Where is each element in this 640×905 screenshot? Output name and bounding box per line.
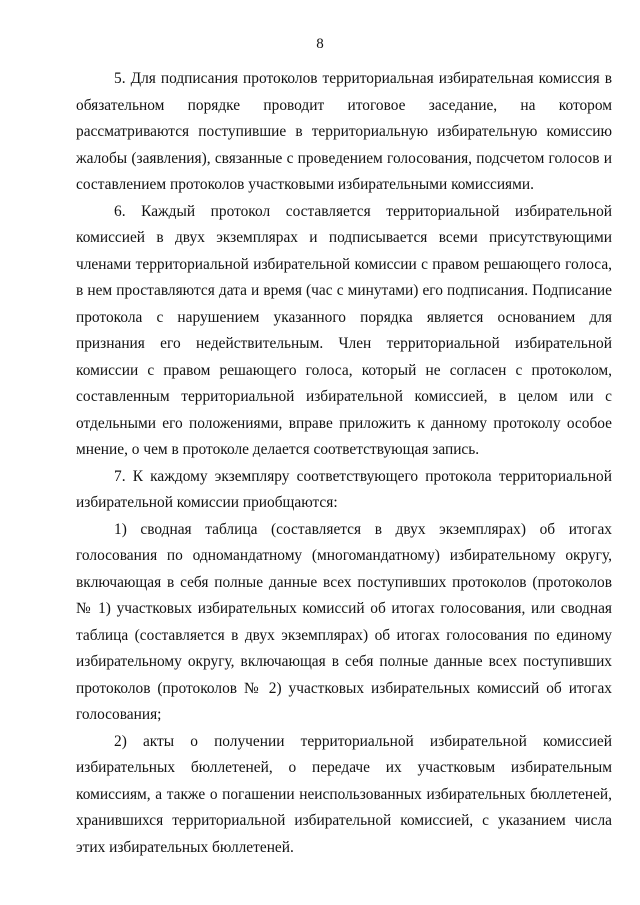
paragraph-item-5: 5. Для подписания протоколов территориальная избирательная комиссия в обязательном порядке проводит итоговое заседание, на котором рассматриваются поступившие в территориальную избирательную комиссию жалобы (заявления), связанные с проведением голосования, подсчетом голосов и составлением протоколов участковыми избирательными комиссиями. [76, 70, 612, 193]
page-number: 8 [316, 36, 324, 52]
paragraph-subitem-2: 2) акты о получении территориальной избирательной комиссией избирательных бюллетеней, о передаче их участковым избирательным комиссиям, а также о погашении неиспользованных избирательных бюллетеней, хранившихся территориальной избирательной комиссией, с указанием числа этих избирательных бюллетеней. [76, 732, 612, 856]
paragraph-subitem-1: 1) сводная таблица (составляется в двух экземплярах) об итогах голосования по одномандатному (многомандатному) избирательному округу, включающая в себя полные данные всех поступивших протоколов (протоколов № 1) участковых избирательных комиссий об итогах голосования, или сводная таблица (составляется в двух экземплярах) об итогах голосования по единому избирательному округу, включающая в себя полные данные всех поступивших протоколов (протоколов № 2) участковых избирательных комиссий об итогах голосования; [76, 520, 612, 723]
paragraph-item-7: 7. К каждому экземпляру соответствующего протокола территориальной избирательной комиссии приобщаются: [76, 467, 612, 511]
paragraph-item-6: 6. Каждый протокол составляется территориальной избирательной комиссией в двух экземплярах и подписывается всеми присутствующими членами территориальной избирательной комиссии с правом решающего голоса, в нем проставляются дата и время (час с минутами) его подписания. Подписание протокола с нарушением указанного порядка является основанием для признания его недействительным. Член территориальной избирательной комиссии с правом решающего голоса, который не согласен с протоколом, составленным территориальной избирательной комиссией, в целом или с отдельными его положениями, вправе приложить к данному протоколу особое мнение, о чем в протоколе делается соответствующая запись. [76, 202, 612, 458]
document-body [76, 66, 612, 861]
